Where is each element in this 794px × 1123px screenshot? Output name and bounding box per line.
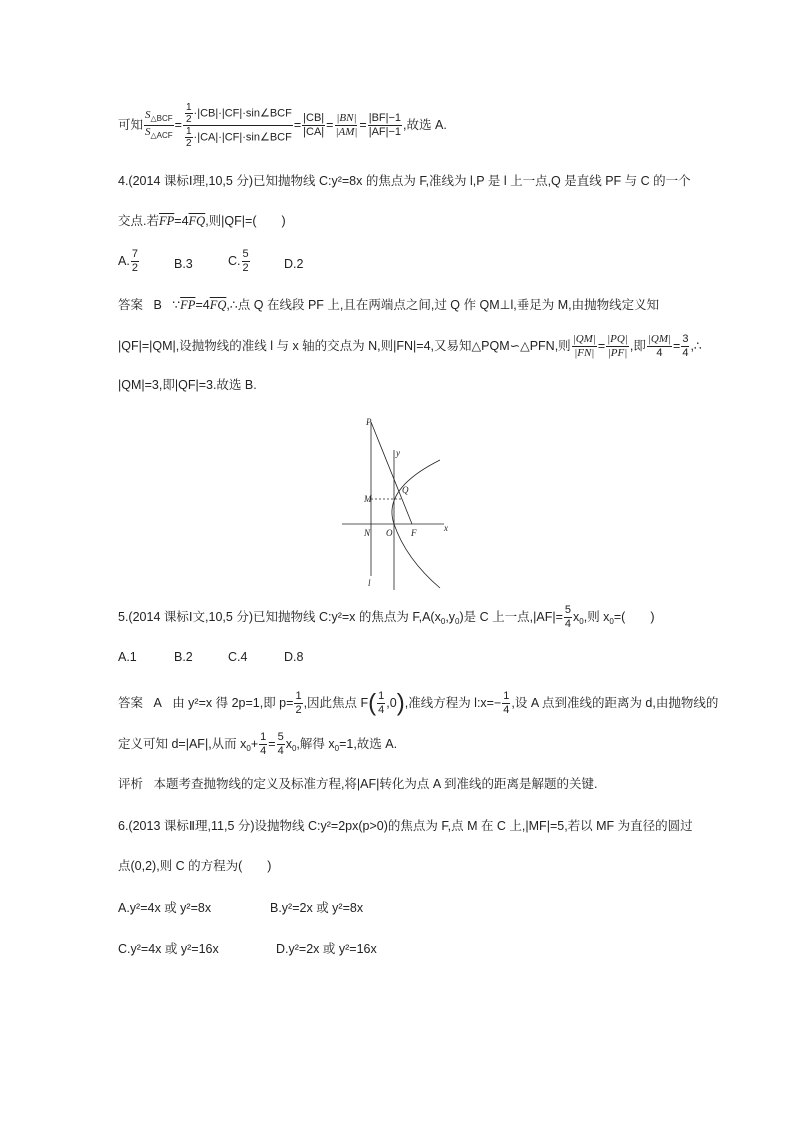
bn-am-fraction: $\frac{|BN|}{|AM|}$ bbox=[335, 112, 358, 138]
subscript-acf: △ACF bbox=[150, 131, 173, 140]
s-symbol: S bbox=[145, 126, 151, 138]
q4-stem-line1: 4.(2014 课标Ⅰ理,10,5 分)已知抛物线 C:y²=8x 的焦点为 F,准线为 l,P 是 l 上一点,Q 是直线 PF 与 C 的一个 bbox=[118, 174, 691, 188]
q4-option-c[interactable]: C. $\frac{5}{2}$ bbox=[228, 248, 249, 274]
q4-option-a[interactable]: A. $\frac{7}{2}$ bbox=[118, 248, 138, 274]
label-m: M bbox=[364, 494, 372, 504]
label-o: O bbox=[386, 528, 393, 538]
area-ratio-fraction bbox=[144, 109, 174, 142]
parabola-figure bbox=[336, 408, 458, 593]
label-p: P bbox=[366, 417, 372, 427]
ratio-formula: 可知 $\frac{S_{\triangle BCF}}{S_{\triangle ACF}}$ = $\frac{1}{2}$ ·|CB|·|CF|·sin∠BCF $\frac{1}{2}$ ·|CA|·|CF|·sin∠BCF = $\frac{|CB|}{|CA|}$ = $\frac{|BN|}{|AM|}$ = $\frac{|BF|-1}{|AF|-1}$ ,故选 A. bbox=[118, 102, 447, 149]
text-prefix: 可知 bbox=[118, 117, 144, 132]
vector-fp: $\overline{FP}$ bbox=[158, 214, 175, 228]
label-q: Q bbox=[402, 485, 409, 495]
answer-letter: B bbox=[153, 298, 162, 312]
q6-option-c[interactable]: C.y²=4x 或 y²=16x bbox=[118, 942, 219, 956]
half-den: 2 bbox=[185, 138, 192, 149]
q4-stem-line2: 交点.若$\overline{FP}=4\overline{FQ}$,则|QF|=( ) bbox=[118, 214, 286, 228]
q5-option-b[interactable]: B.2 bbox=[174, 650, 193, 664]
q5-option-a[interactable]: A.1 bbox=[118, 650, 137, 664]
sine-denominator: ·|CA|·|CF|·sin∠BCF bbox=[193, 131, 292, 144]
label-x: x bbox=[444, 523, 448, 533]
sine-numerator: ·|CB|·|CF|·sin∠BCF bbox=[193, 107, 292, 120]
answer-letter: A bbox=[153, 695, 162, 710]
q5-option-c[interactable]: C.4 bbox=[228, 650, 248, 664]
review-label: 评析 bbox=[118, 777, 144, 791]
q6-option-b[interactable]: B.y²=2x 或 y²=8x bbox=[270, 901, 364, 915]
cb-ca-fraction: $\frac{|CB|}{|CA|}$ bbox=[303, 112, 325, 138]
bf-af-fraction: $\frac{|BF|-1}{|AF|-1}$ bbox=[368, 112, 402, 138]
q4-option-b[interactable]: B.3 bbox=[174, 257, 193, 271]
s-symbol: S bbox=[145, 109, 151, 121]
answer-label: 答案 bbox=[118, 298, 144, 312]
label-n: N bbox=[364, 528, 371, 538]
answer-label: 答案 bbox=[118, 695, 144, 710]
q6-option-a[interactable]: A.y²=4x 或 y²=8x bbox=[118, 901, 212, 915]
line-pf bbox=[371, 422, 412, 524]
half-den: 2 bbox=[185, 114, 192, 125]
label-f: F bbox=[411, 528, 417, 538]
half-num: 1 bbox=[185, 126, 192, 137]
q5-answer-line2: 定义可知 d=|AF|,从而 $x_0+$ $\frac{1}{4}$ = $\frac{5}{4}$ $x_0$,解得 $x_0=1$,故选 A. bbox=[118, 731, 398, 757]
label-y: y bbox=[396, 448, 400, 458]
q5-option-d[interactable]: D.8 bbox=[284, 650, 304, 664]
vector-fq: $\overline{FQ}$ bbox=[209, 298, 227, 312]
review-text: 本题考查抛物线的定义及标准方程,将|AF|转化为点 A 到准线的距离是解题的关键. bbox=[153, 777, 598, 791]
q4-option-d[interactable]: D.2 bbox=[284, 257, 304, 271]
text-suffix: ,故选 A. bbox=[403, 117, 447, 132]
label-l: l bbox=[368, 578, 371, 588]
q5-answer-line1: 答案 A 由 y²=x 得 2p=1,即 p= $\frac{1}{2}$ ,因此焦点 F( $\frac{1}{4}$ ,0),准线方程为 l:x=− $\frac{1}{4}$ ,设 A 点到准线的距离为 d,由抛物线的 bbox=[118, 689, 719, 717]
subscript-bcf: △BCF bbox=[150, 114, 173, 123]
vector-fp: $\overline{FP}$ bbox=[180, 298, 196, 312]
q6-stem-line1: 6.(2013 课标Ⅱ理,11,5 分)设抛物线 C:y²=2px(p>0)的焦点为 F,点 M 在 C 上,|MF|=5,若以 MF 为直径的圆过 bbox=[118, 819, 693, 833]
q4-answer-line1: 答案 B $\because\overline{FP}=4\overline{FQ},\therefore$点 Q 在线段 PF 上,且在两端点之间,过 Q 作 QM⊥l,垂足为 M,由抛物线定义知 bbox=[118, 298, 660, 312]
sine-area-fraction bbox=[183, 102, 293, 149]
q6-stem-line2: 点(0,2),则 C 的方程为( ) bbox=[118, 859, 272, 873]
q5-review bbox=[118, 776, 597, 792]
q4-answer-line2: |QF|=|QM|,设抛物线的准线 l 与 x 轴的交点为 N,则|FN|=4,又易知△PQM∽△PFN,则 $\frac{|QM|}{|FN|}$ = $\frac{|PQ|}{|PF|}$ ,即 $\frac{|QM|}{4}$ = $\frac{3}{4}$ ,∴ bbox=[118, 333, 702, 359]
q6-option-d[interactable]: D.y²=2x 或 y²=16x bbox=[276, 942, 377, 956]
q5-stem: 5.(2014 课标Ⅰ文,10,5 分)已知抛物线 C:y²=x 的焦点为 $F,A(x_0,y_0)$是 C 上一点,|AF|= $\frac{5}{4}$ $x_0$,则 $x_0=$( ) bbox=[118, 604, 655, 630]
q4-answer-line3: |QM|=3,即|QF|=3.故选 B. bbox=[118, 378, 257, 392]
vector-fq: $\overline{FQ}$ bbox=[188, 214, 206, 228]
half-num: 1 bbox=[185, 102, 192, 113]
